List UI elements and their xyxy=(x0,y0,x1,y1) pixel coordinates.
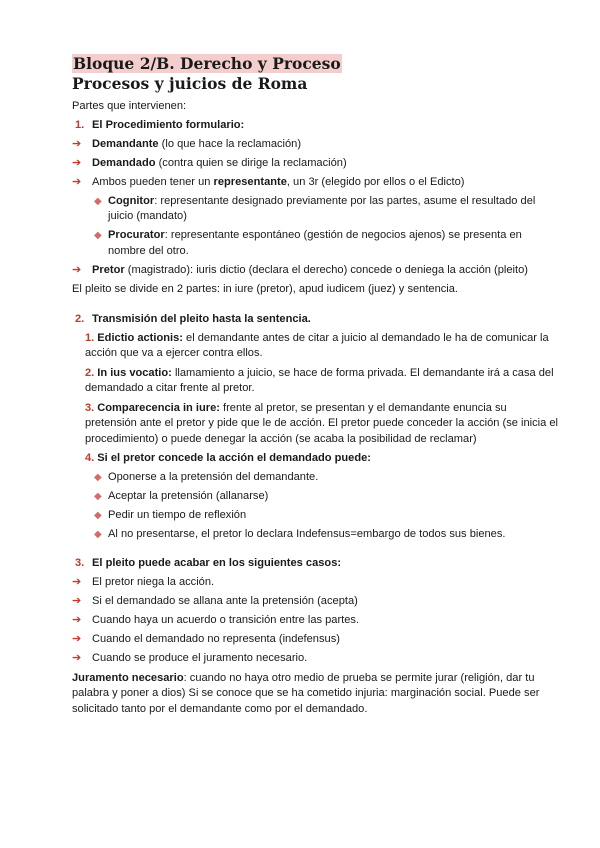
section-number: 3. xyxy=(75,557,85,569)
item-text: Ambos pueden tener un xyxy=(92,175,214,188)
section-heading-text: El pleito puede acabar en los siguientes casos: xyxy=(92,557,342,569)
item-text: Aceptar la pretensión (allanarse) xyxy=(108,489,269,502)
diamond-bullet-icon: ◆ xyxy=(94,471,102,483)
item-text: Cuando haya un acuerdo o transición entre las partes. xyxy=(92,614,360,626)
list-item xyxy=(72,263,560,279)
list-subitem xyxy=(94,508,560,524)
arrow-right-icon: ➔ xyxy=(72,633,82,645)
arrow-right-icon: ➔ xyxy=(72,263,82,276)
item-bold: Edictio actionis: xyxy=(97,331,183,344)
section-heading-text: Transmisión del pleito hasta la sentencia. xyxy=(92,312,311,325)
arrow-right-icon: ➔ xyxy=(72,595,82,607)
item-bold: Pretor xyxy=(92,263,125,276)
numbered-subitem xyxy=(85,331,560,362)
list-item xyxy=(72,594,560,610)
item-text: : representante espontáneo (gestión de negocios ajenos) se presenta en nombre del otro. xyxy=(108,229,522,257)
numbered-subitem xyxy=(85,401,560,448)
section-number: 2. xyxy=(75,312,85,325)
item-text: (lo que hace la reclamación) xyxy=(158,137,302,150)
item-text: Si el demandado se allana ante la pretensión (acepta) xyxy=(92,595,358,607)
diamond-bullet-icon: ◆ xyxy=(94,528,102,540)
item-bold: In ius vocatio: xyxy=(97,366,172,379)
section-1-footer: El pleito se divide en 2 partes: in iure (pretor), apud iudicem (juez) y sentencia. xyxy=(72,283,459,295)
item-text: Al no presentarse, el pretor lo declara Indefensus=embargo de todos sus bienes. xyxy=(108,527,506,540)
item-bold: representante xyxy=(213,175,287,188)
list-item xyxy=(72,613,560,629)
item-bold: Si el pretor concede la acción el demandado puede: xyxy=(97,452,371,464)
diamond-bullet-icon: ◆ xyxy=(94,230,102,241)
item-bold: Demandante xyxy=(92,137,159,150)
diamond-bullet-icon: ◆ xyxy=(94,195,102,207)
section-2-heading xyxy=(72,312,560,328)
item-text: (contra quien se dirige la reclamación) xyxy=(155,156,347,169)
list-item xyxy=(72,632,560,648)
juramento-paragraph xyxy=(72,671,560,718)
page-title: Bloque 2/B. Derecho y Proceso xyxy=(73,54,341,73)
item-text: El pretor niega la acción. xyxy=(92,576,215,588)
numbered-subitem xyxy=(85,366,560,397)
item-bold: Cognitor xyxy=(108,194,155,207)
arrow-right-icon: ➔ xyxy=(72,175,82,188)
item-bold: Comparecencia in iure: xyxy=(97,401,220,414)
item-text: Pedir un tiempo de reflexión xyxy=(108,508,247,521)
arrow-right-icon: ➔ xyxy=(72,156,82,169)
item-text: Oponerse a la pretensión del demandante. xyxy=(108,470,319,483)
item-text: Cuando el demandado no representa (indefensus) xyxy=(92,633,340,645)
subitem-number: 2. xyxy=(85,366,95,379)
section-1-heading xyxy=(72,118,560,134)
section-3-heading xyxy=(72,556,560,572)
list-subitem xyxy=(94,489,560,505)
item-bold: Demandado xyxy=(92,156,156,169)
diamond-bullet-icon: ◆ xyxy=(94,509,102,521)
arrow-right-icon: ➔ xyxy=(72,576,82,588)
section-number: 1. xyxy=(75,118,85,131)
subitem-number: 1. xyxy=(85,331,95,344)
intro-text: Partes que intervienen: xyxy=(72,100,187,112)
arrow-right-icon: ➔ xyxy=(72,614,82,626)
item-bold: Juramento necesario xyxy=(72,671,184,684)
diamond-bullet-icon: ◆ xyxy=(94,490,102,502)
arrow-right-icon: ➔ xyxy=(72,137,82,150)
arrow-right-icon: ➔ xyxy=(72,652,82,664)
page-subtitle: Procesos y juicios de Roma xyxy=(72,74,308,93)
numbered-subitem xyxy=(85,451,560,467)
list-item xyxy=(72,175,560,191)
item-text: : representante designado previamente por las partes, asume el resultado del juicio (mandato) xyxy=(108,194,536,222)
item-text: (magistrado): iuris dictio (declara el derecho) concede o deniega la acción (pleito) xyxy=(124,263,528,276)
list-item xyxy=(72,137,560,153)
item-text: el demandante antes de citar a juicio al demandado le ha de comunicar la acción que va a ejercer contra ellos. xyxy=(85,331,549,359)
item-text: llamamiento a juicio, se hace de forma privada. El demandante irá a casa del demandado a citar frente al pretor. xyxy=(85,366,554,394)
item-text: frente al pretor, se presentan y el demandante enuncia su pretensión ante el pretor y pide que le de acción. El pretor puede conceder la acción (se inicia el procedimiento) o puede denegar la acción (se acaba la posibilidad de reclamar) xyxy=(85,401,559,445)
list-subitem xyxy=(94,228,560,259)
subitem-number: 3. xyxy=(85,401,95,414)
item-text: , un 3r (elegido por ellos o el Edicto) xyxy=(286,175,465,188)
section-heading-text: El Procedimiento formulario: xyxy=(92,118,245,131)
list-item xyxy=(72,651,560,667)
list-subitem xyxy=(94,470,560,486)
item-text: : cuando no haya otro medio de prueba se permite jurar (religión, dar tu palabra y poner a dios) Si se conoce que se ha cometido injuria: marginación social. Puede ser solicitado tanto por el demandante como por el demandado. xyxy=(72,671,540,715)
subitem-number: 4. xyxy=(85,452,95,464)
item-bold: Procurator xyxy=(108,229,165,241)
item-text: Cuando se produce el juramento necesario. xyxy=(92,652,308,664)
list-subitem xyxy=(94,527,560,543)
list-item xyxy=(72,575,560,591)
list-item xyxy=(72,156,560,172)
list-subitem xyxy=(94,194,560,225)
